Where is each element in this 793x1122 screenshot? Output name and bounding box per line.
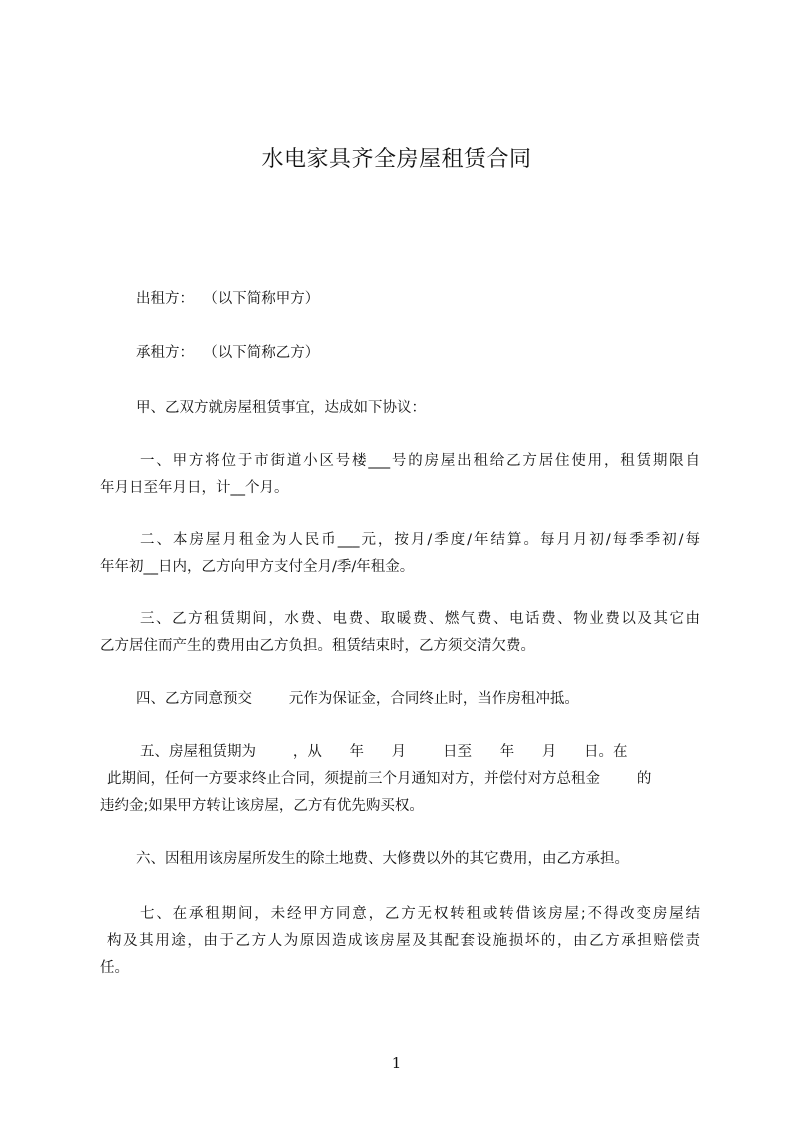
clause-5 xyxy=(100,739,700,820)
clause-7-line-2: 构及其用途，由于乙方人为原因造成该房屋及其配套设施损坏的，由乙方承担赔偿责 xyxy=(107,933,700,949)
lessee-text: 承租方： （以下简称乙方） xyxy=(136,345,320,361)
clause-1-line-1: 一、甲方将位于市街道小区号楼___号的房屋出租给乙方居住使用，租赁期限自 xyxy=(140,453,700,469)
clause-6-text: 六、因租用该房屋所发生的除土地费、大修费以外的其它费用，由乙方承担。 xyxy=(136,851,629,867)
intro-line xyxy=(100,395,700,422)
intro-text: 甲、乙双方就房屋租赁事宜，达成如下协议： xyxy=(136,400,426,416)
clause-7-line-3: 任。 xyxy=(100,960,129,976)
lessor-text: 出租方： （以下简称甲方） xyxy=(136,291,320,307)
page-number: 1 xyxy=(391,1054,402,1072)
clause-1 xyxy=(100,448,700,502)
clause-5-line-2: 此期间，任何一方要求终止合同，须提前三个月通知对方，并偿付对方总租金 的 xyxy=(107,771,652,787)
clause-5-line-1: 五、房屋租赁期为 ，从 年 月 日至 年 月 日。在 xyxy=(140,744,628,760)
clause-6 xyxy=(100,846,700,873)
clause-7 xyxy=(100,901,700,982)
clause-2-line-2: 年年初__日内，乙方向甲方支付全月/季/年租金。 xyxy=(100,559,415,575)
clause-5-line-3: 违约金;如果甲方转让该房屋，乙方有优先购买权。 xyxy=(100,798,424,814)
document-title: 水电家具齐全房屋租赁合同 xyxy=(261,147,532,172)
clause-3-line-2: 乙方居住而产生的费用由乙方负担。租赁结束时，乙方须交清欠费。 xyxy=(100,638,535,654)
clause-2-line-1: 二、本房屋月租金为人民币___元，按月/季度/年结算。每月月初/每季季初/每 xyxy=(140,532,700,548)
lessee-line xyxy=(100,340,700,367)
clause-3-line-1: 三、乙方租赁期间，水费、电费、取暖费、燃气费、电话费、物业费以及其它由 xyxy=(140,611,700,627)
clause-1-line-2: 年月日至年月日，计__个月。 xyxy=(100,480,289,496)
lessor-line xyxy=(100,286,700,313)
clause-2 xyxy=(100,527,700,581)
clause-7-line-1: 七、在承租期间，未经甲方同意，乙方无权转租或转借该房屋;不得改变房屋结 xyxy=(140,906,700,922)
clause-4-text: 四、乙方同意预交 元作为保证金，合同终止时，当作房租冲抵。 xyxy=(136,691,579,707)
clause-3 xyxy=(100,606,700,660)
clause-4 xyxy=(100,686,700,713)
